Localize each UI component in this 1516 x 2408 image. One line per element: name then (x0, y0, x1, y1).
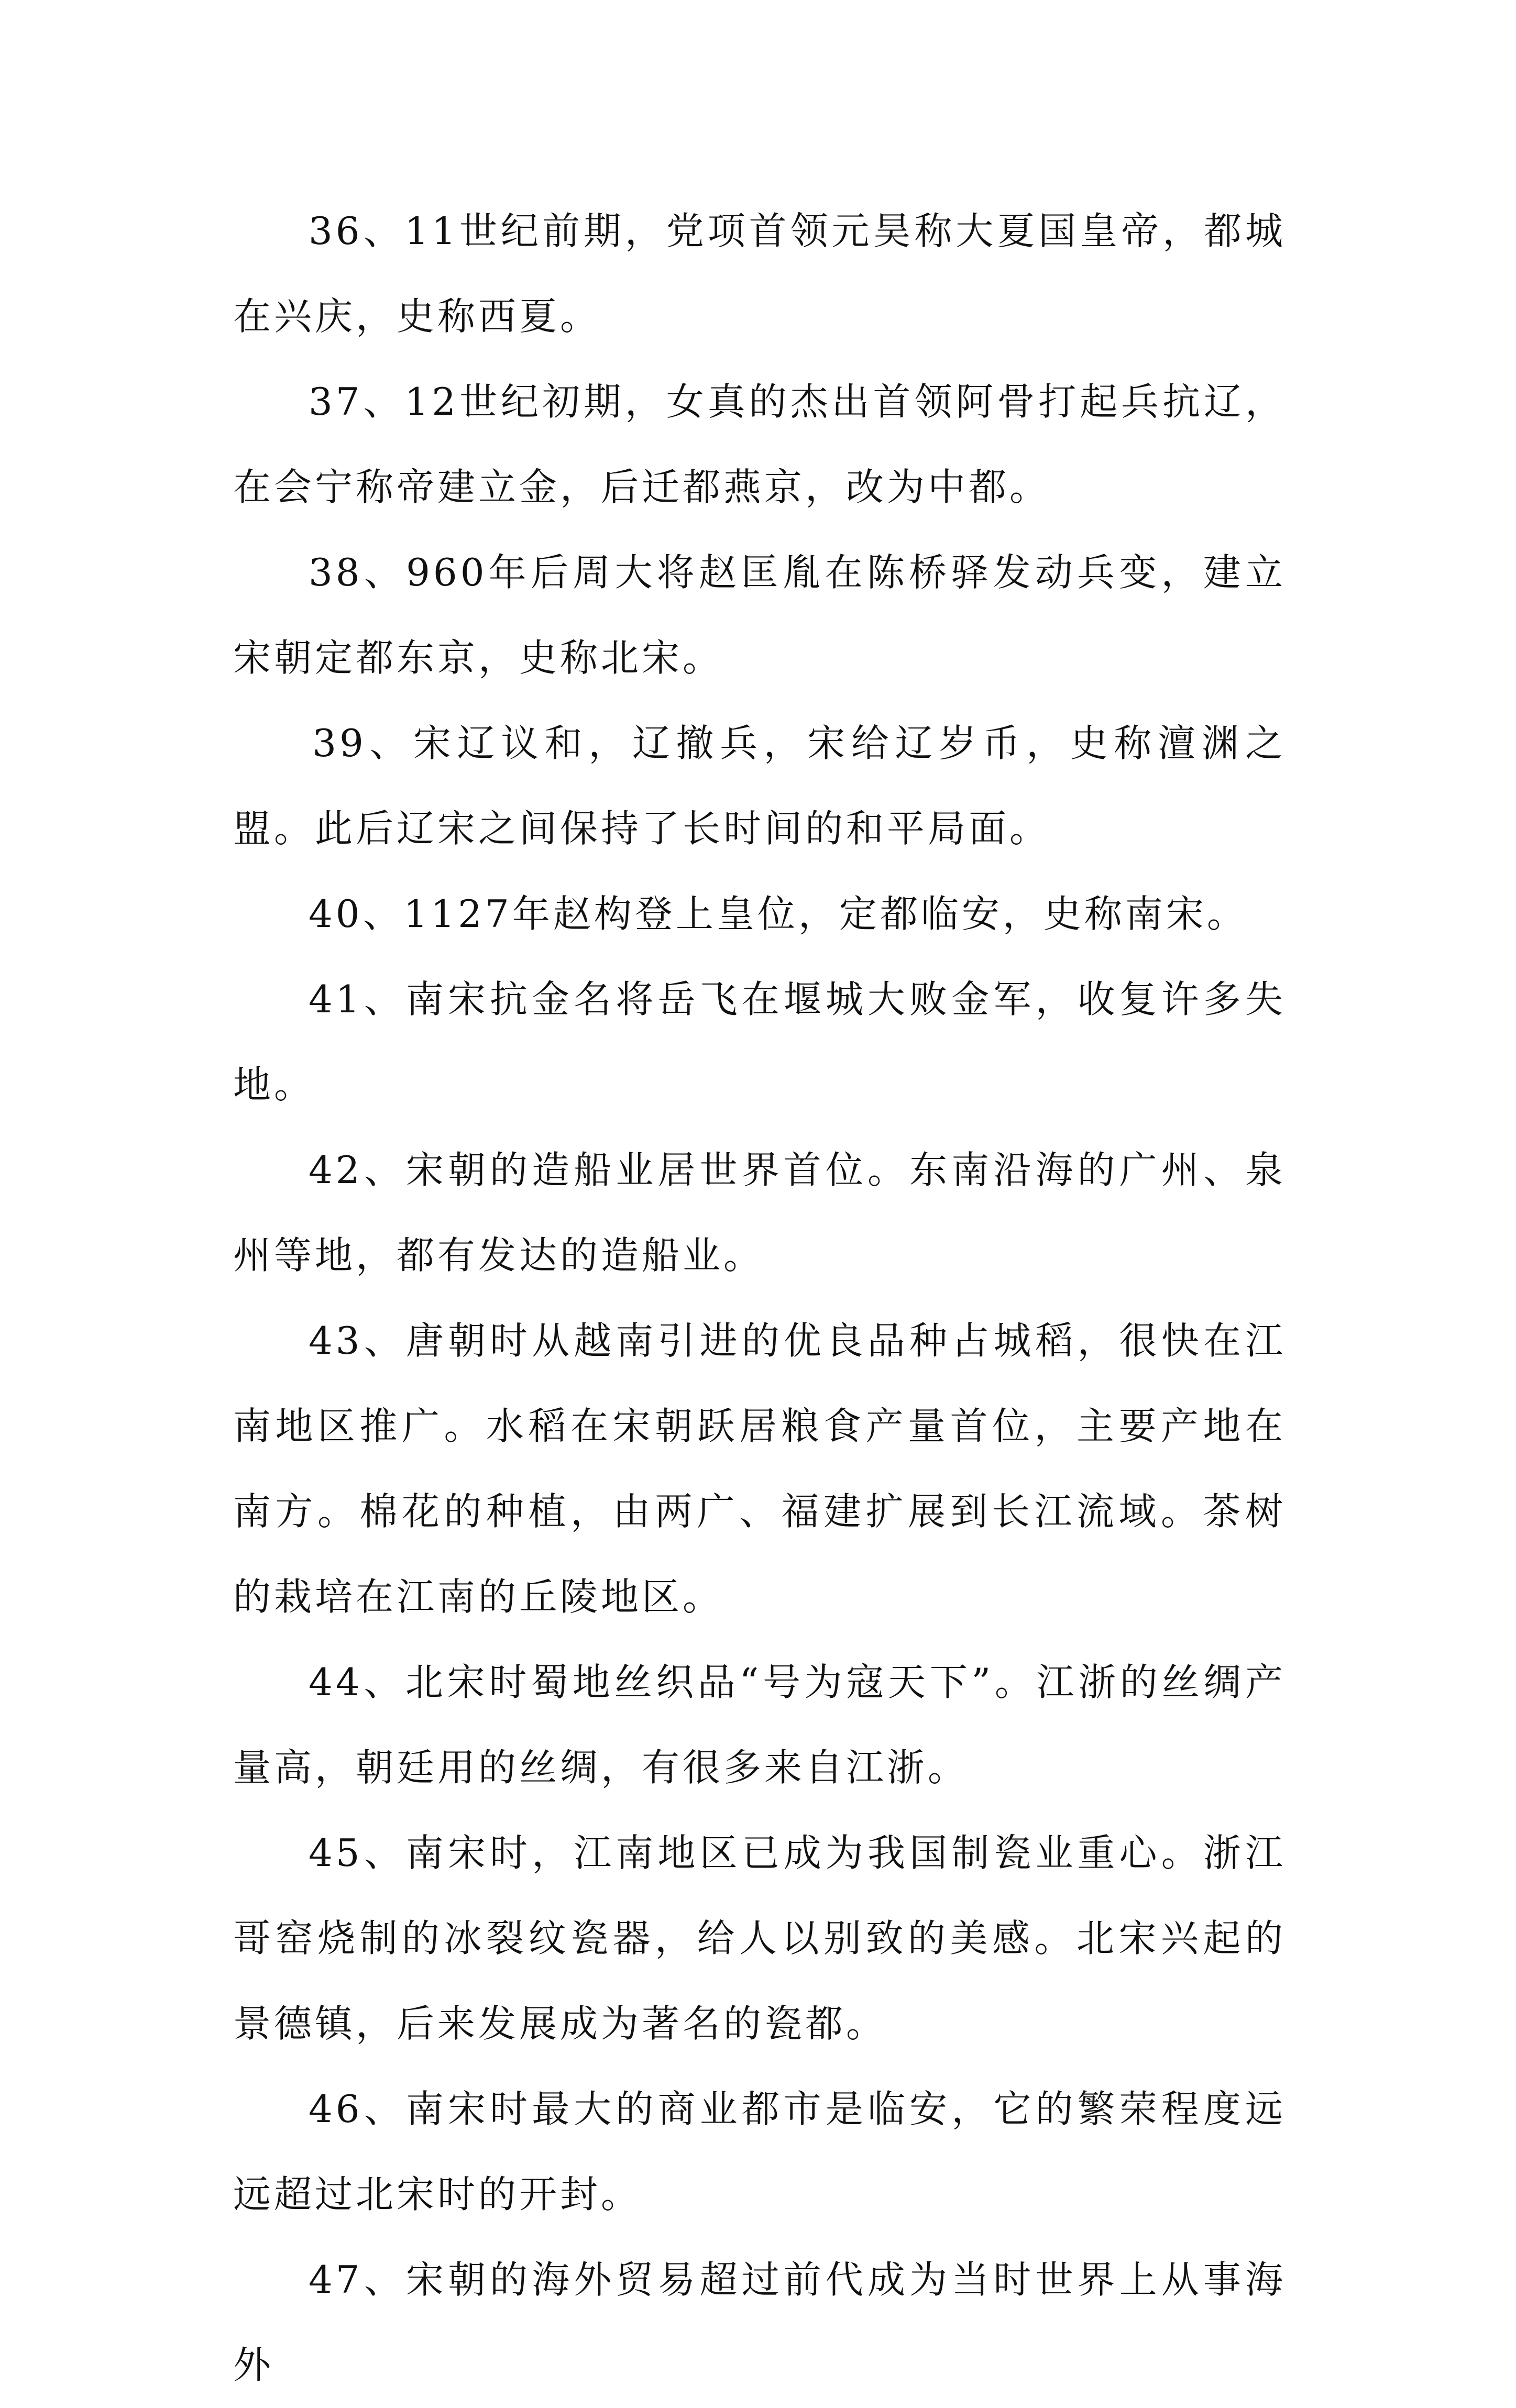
paragraph-42: 42、宋朝的造船业居世界首位。东南沿海的广州、泉州等地，都有发达的造船业。 (233, 1148, 1286, 1277)
paragraph-41: 41、南宋抗金名将岳飞在堰城大败金军，收复许多失地。 (233, 977, 1286, 1107)
document-body (233, 189, 1286, 2408)
paragraph-44: 44、北宋时蜀地丝织品“号为寇天下”。江浙的丝绸产量高，朝廷用的丝绸，有很多来自江浙。 (233, 1660, 1286, 1790)
paragraph-36: 36、11世纪前期，党项首领元昊称大夏国皇帝，都城在兴庆，史称西夏。 (233, 209, 1286, 338)
paragraph-45: 45、南宋时，江南地区已成为我国制瓷业重心。浙江哥窑烧制的冰裂纹瓷器，给人以别致的美感。北宋兴起的景德镇，后来发展成为著名的瓷都。 (233, 1831, 1286, 2046)
paragraph-47: 47、宋朝的海外贸易超过前代成为当时世界上从事海外 (233, 2258, 1286, 2387)
paragraph-39: 39、宋辽议和，辽撤兵，宋给辽岁币，史称澶渊之盟。此后辽宋之间保持了长时间的和平局面。 (233, 721, 1286, 850)
paragraph-46: 46、南宋时最大的商业都市是临安，它的繁荣程度远远超过北宋时的开封。 (233, 2087, 1286, 2216)
paragraph-43: 43、唐朝时从越南引进的优良品种占城稻，很快在江南地区推广。水稻在宋朝跃居粮食产量首位，主要产地在南方。棉花的种植，由两广、福建扩展到长江流域。茶树的栽培在江南的丘陵地区。 (233, 1319, 1286, 1619)
paragraph-38: 38、960年后周大将赵匡胤在陈桥驿发动兵变，建立宋朝定都东京，史称北宋。 (233, 550, 1286, 680)
paragraph-37: 37、12世纪初期，女真的杰出首领阿骨打起兵抗辽，在会宁称帝建立金，后迁都燕京，改为中都。 (233, 380, 1286, 509)
paragraph-40: 40、1127年赵构登上皇位，定都临安，史称南宋。 (309, 892, 1248, 936)
